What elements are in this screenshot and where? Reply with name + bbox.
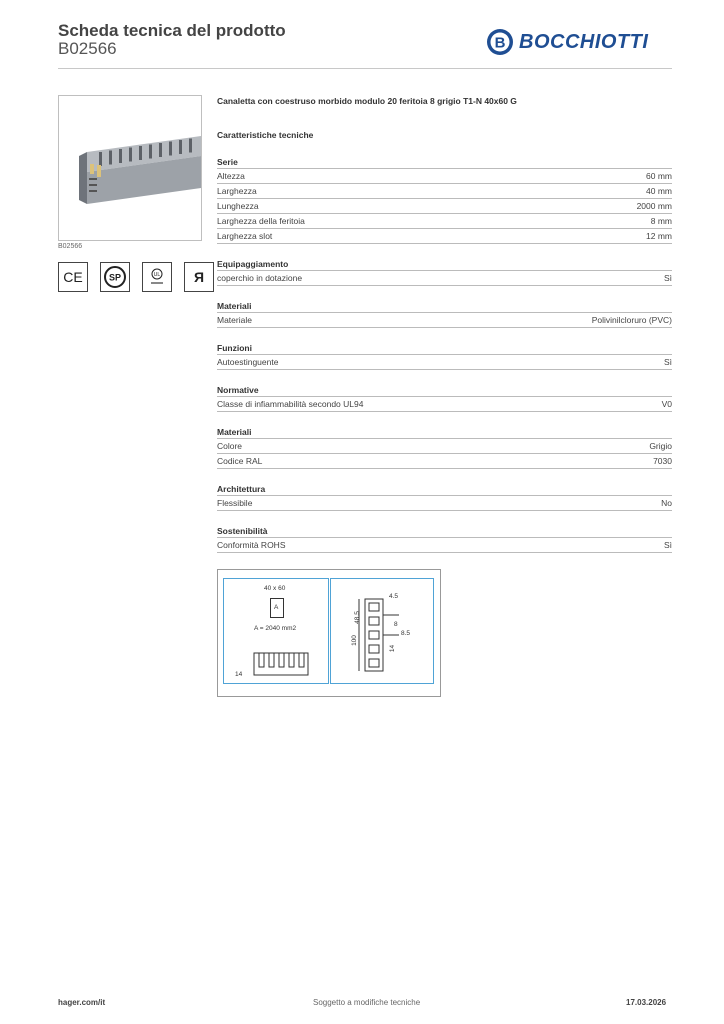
section-serie — [217, 157, 672, 244]
section-funzioni — [217, 343, 672, 370]
spec-row: Classe di infiammabilità secondo UL94 V0 — [217, 397, 672, 412]
section-materiali-colore — [217, 427, 672, 469]
spec-row: Altezza 60 mm — [217, 169, 672, 184]
csa-icon — [100, 262, 130, 292]
cable-duct-illustration — [59, 96, 201, 240]
brand-name: BOCCHIOTTI — [519, 30, 649, 53]
section-equipaggiamento — [217, 259, 672, 286]
svg-text:UL: UL — [153, 272, 161, 278]
section-title: Materiali — [217, 301, 672, 313]
spec-row: Autoestinguente Sì — [217, 355, 672, 370]
ul-recognized-icon — [142, 262, 172, 292]
section-normative — [217, 385, 672, 412]
brand-logo — [486, 28, 648, 56]
spec-row: Lunghezza 2000 mm — [217, 199, 672, 214]
product-code: B02566 — [58, 39, 117, 58]
ru-mark-icon — [184, 262, 214, 292]
section-title: Materiali — [217, 427, 672, 439]
section-materiali — [217, 301, 672, 328]
dim-left-upper: 48.5 — [353, 611, 361, 624]
spec-row: Codice RAL 7030 — [217, 454, 672, 469]
spec-row: coperchio in dotazione Sì — [217, 271, 672, 286]
svg-text:Я: Я — [193, 269, 205, 285]
section-title: Serie — [217, 157, 672, 169]
spec-row: Larghezza slot 12 mm — [217, 229, 672, 244]
header-divider — [58, 68, 672, 69]
section-sostenibilita — [217, 526, 672, 553]
svg-text:SP: SP — [108, 272, 122, 283]
spec-row: Larghezza della feritoia 8 mm — [217, 214, 672, 229]
section-title: Equipaggiamento — [217, 259, 672, 271]
slot-profile-drawing — [252, 651, 312, 677]
side-view-panel — [330, 578, 434, 684]
page-title: Scheda tecnica del prodotto — [58, 21, 286, 40]
spec-row: Conformità ROHS Sì — [217, 538, 672, 553]
spec-row: Materiale Polivinilcloruro (PVC) — [217, 313, 672, 328]
section-box — [270, 598, 284, 618]
section-letter: A — [274, 604, 279, 611]
section-title: Sostenibilità — [217, 526, 672, 538]
product-image — [58, 95, 202, 241]
footer-website: hager.com/it — [58, 998, 106, 1007]
size-label: 40 x 60 — [264, 585, 286, 592]
ce-mark-icon — [58, 262, 88, 292]
svg-text:CE: CE — [63, 269, 83, 285]
footer-notice: Soggetto a modifiche tecniche — [313, 998, 421, 1007]
image-caption: B02566 — [58, 243, 83, 250]
spec-row: Flessibile No — [217, 496, 672, 511]
dim-label: 14 — [235, 671, 243, 678]
section-architettura — [217, 484, 672, 511]
side-profile-drawing — [355, 595, 405, 675]
section-title: Funzioni — [217, 343, 672, 355]
product-description: Canaletta con coestruso morbido modulo 20 feritoia 8 grigio T1-N 40x60 G — [217, 96, 517, 106]
dim-top: 4.5 — [389, 593, 399, 600]
cross-section-panel — [223, 578, 329, 684]
spec-content — [217, 95, 672, 580]
bocchiotti-logo-icon — [486, 28, 514, 56]
certification-row — [58, 262, 214, 292]
dim-left-lower: 100 — [350, 635, 358, 646]
footer-date: 17.03.2026 — [626, 998, 667, 1007]
section-title: Normative — [217, 385, 672, 397]
dim-mid-upper: 8 — [394, 621, 398, 628]
technical-drawing — [217, 569, 441, 697]
dim-mid-lower: 8.5 — [401, 630, 411, 637]
area-label: A = 2040 mm2 — [254, 625, 297, 632]
section-title: Architettura — [217, 484, 672, 496]
spec-row: Larghezza 40 mm — [217, 184, 672, 199]
spec-row: Colore Grigio — [217, 439, 672, 454]
dim-lower: 14 — [389, 644, 397, 653]
svg-text:B: B — [494, 34, 506, 52]
tech-characteristics-title: Caratteristiche tecniche — [217, 130, 314, 140]
